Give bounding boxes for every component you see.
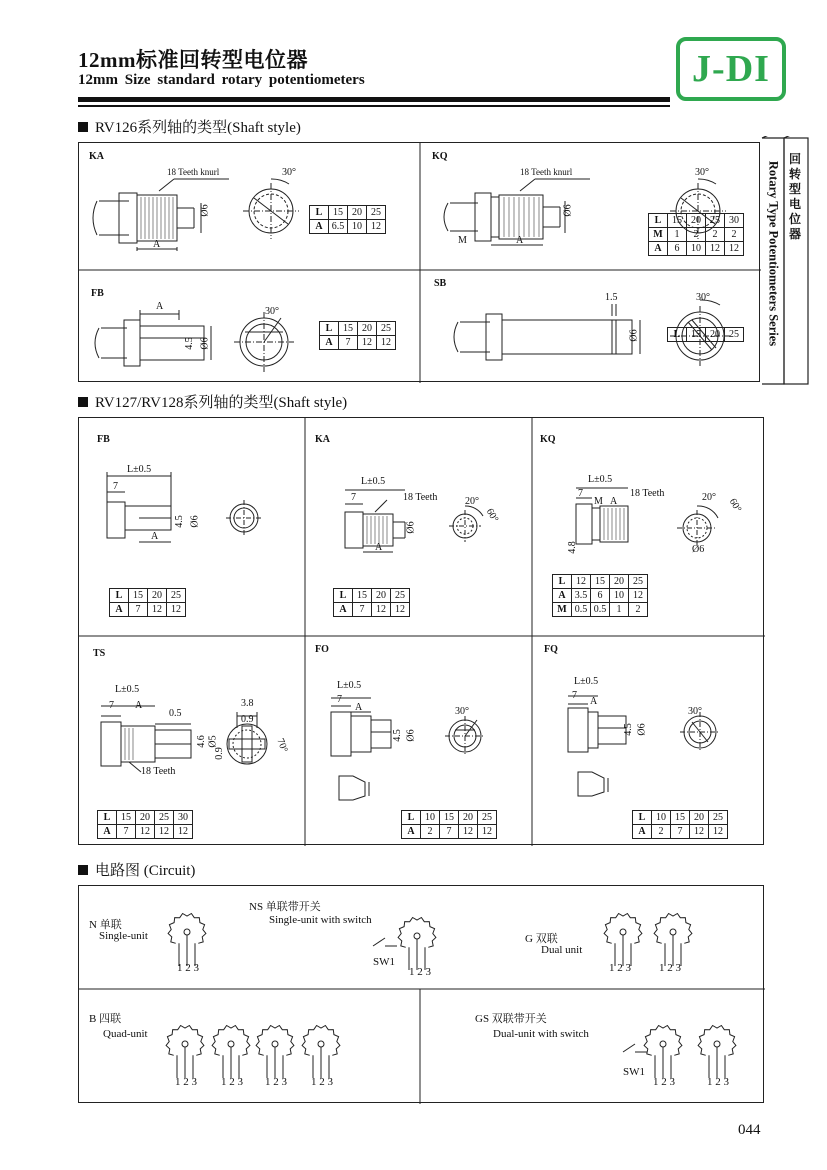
table-row (649, 214, 744, 228)
circuit-drawing (79, 886, 765, 1104)
table-row-header: A (320, 336, 339, 350)
angle1-label: 20° (702, 492, 716, 503)
circuit-g-cn: G 双联 (525, 933, 558, 945)
table-cell: 2 (725, 228, 744, 242)
circuit-ns-pins: 1 2 3 (409, 966, 431, 978)
table-row (310, 206, 386, 220)
dim-h-label: 4.5 (391, 729, 403, 742)
shaft-code: FQ (544, 644, 558, 655)
dim-l-label: L±0.5 (588, 474, 613, 485)
table-row (310, 220, 386, 234)
angle-label: 30° (282, 167, 296, 178)
table-row (98, 825, 193, 839)
side-cn-char: 型 (788, 182, 801, 196)
dim-l-label: L±0.5 (127, 464, 152, 475)
dim-diameter-label: Ø6 (405, 729, 417, 742)
circuit-g-pins-2: 1 2 3 (659, 962, 681, 974)
section-heading-text: RV126系列轴的类型(Shaft style) (95, 120, 301, 136)
table-row-header: L (310, 206, 329, 220)
shaft-code: SB (434, 278, 447, 289)
table-row (553, 575, 648, 589)
circuit-gs-pins-2: 1 2 3 (707, 1076, 729, 1088)
table-row (320, 322, 396, 336)
table-cell: 25 (377, 322, 396, 336)
teeth-label: 18 Teeth knurl (167, 167, 220, 177)
circuit-g-en: Dual unit (541, 944, 583, 956)
table-row (649, 228, 744, 242)
dim-7-label: 7 (109, 700, 114, 711)
rv127-ts-cell (79, 636, 305, 846)
dim-7-label: 7 (113, 481, 118, 492)
table-cell: 20 (687, 214, 706, 228)
rv126-kq-cell (420, 143, 761, 270)
shaft-code: KA (315, 434, 330, 445)
shaft-code: KA (89, 151, 104, 162)
table-cell: 2 (652, 825, 671, 839)
spec-table (552, 574, 648, 617)
spec-table (648, 213, 744, 256)
table-cell: 20 (372, 589, 391, 603)
circuit-ns-en: Single-unit with switch (269, 914, 372, 926)
dim-diameter-label: Ø6 (562, 204, 574, 217)
table-cell: 1 (668, 228, 687, 242)
table-cell: 12 (725, 242, 744, 256)
table-cell: 20 (358, 322, 377, 336)
shaft-code: KQ (432, 151, 448, 162)
table-cell: 2 (687, 228, 706, 242)
angle1-label: 20° (465, 496, 479, 507)
table-cell: 6 (591, 589, 610, 603)
dim-h-label: 4.5 (183, 337, 195, 350)
table-cell: 12 (367, 220, 386, 234)
table-row-header: L (668, 328, 687, 342)
table-row-header: L (633, 811, 652, 825)
page-number: 044 (738, 1122, 761, 1138)
teeth-label: 18 Teeth (630, 488, 665, 499)
dim-diameter-label: Ø6 (405, 521, 417, 534)
circuit-panel (78, 885, 764, 1103)
table-row-header: A (98, 825, 117, 839)
table-row (633, 811, 728, 825)
angle2-label: 60° (483, 506, 501, 525)
table-cell: 2 (706, 228, 725, 242)
table-row (334, 589, 410, 603)
shaft-code: TS (93, 648, 106, 659)
table-row (633, 825, 728, 839)
table-cell: 12 (148, 603, 167, 617)
table-cell: 25 (706, 214, 725, 228)
rv127-kq-cell (532, 418, 765, 636)
table-cell: 7 (353, 603, 372, 617)
table-cell: 15 (668, 214, 687, 228)
pot-ns (398, 918, 436, 971)
section-heading-text: RV127/RV128系列轴的类型(Shaft style) (95, 395, 348, 411)
shaft-code: KQ (540, 434, 556, 445)
table-row-header: L (320, 322, 339, 336)
page-title-cn: 12mm标准回转型电位器 (78, 48, 308, 72)
rv127-fb-cell (79, 418, 305, 636)
rv126-ka-cell (79, 143, 420, 270)
teeth-label: 18 Teeth knurl (520, 167, 573, 177)
angle-label: 30° (265, 306, 279, 317)
pot-gs-1 (644, 1026, 682, 1079)
table-cell: 12 (629, 589, 648, 603)
dim-a-label: A (151, 531, 159, 542)
circuit-gs-sw: SW1 (623, 1066, 645, 1078)
switch-gs (623, 1044, 647, 1052)
dim-a-label: A (135, 700, 143, 711)
table-cell: 25 (478, 811, 497, 825)
table-cell: 15 (339, 322, 358, 336)
circuit-ns-cn: NS 单联带开关 (249, 901, 321, 913)
dim-w3-label: 0.9 (213, 747, 225, 760)
slot-label: 1.5 (605, 292, 618, 303)
table-row-header: L (98, 811, 117, 825)
angle-label: 30° (455, 706, 469, 717)
circuit-n-cn: N 单联 (89, 919, 122, 931)
table-cell: 30 (725, 214, 744, 228)
table-cell: 0.5 (572, 603, 591, 617)
brand-logo: J-DI (676, 37, 786, 101)
table-row-header: A (402, 825, 421, 839)
pot-gs-2 (698, 1026, 736, 1079)
dim-a-label: A (355, 702, 363, 713)
table-row-header: A (649, 242, 668, 256)
table-cell: 12 (391, 603, 410, 617)
circuit-n-pins: 1 2 3 (177, 962, 199, 974)
table-row (98, 811, 193, 825)
section-heading-circuit (78, 859, 195, 880)
side-cn-char: 转 (788, 167, 801, 181)
spec-table (97, 810, 193, 839)
table-row (334, 603, 410, 617)
table-cell: 3.5 (572, 589, 591, 603)
dim-a-label: A (516, 235, 524, 246)
table-row (553, 589, 648, 603)
circuit-ns-sw: SW1 (373, 956, 395, 968)
circuit-b-pins-1: 1 2 3 (175, 1076, 197, 1088)
table-cell: 15 (329, 206, 348, 220)
dim-w-label: 3.8 (241, 698, 254, 709)
table-cell: 12 (167, 603, 186, 617)
rv126-panel (78, 142, 760, 382)
table-row (110, 589, 186, 603)
table-cell: 20 (348, 206, 367, 220)
pot-b-2 (212, 1026, 250, 1079)
square-bullet-icon (78, 397, 88, 407)
header-rule (78, 97, 670, 102)
table-cell: 15 (687, 328, 706, 342)
spec-table (109, 588, 186, 617)
dim-diameter-label: Ø6 (199, 204, 211, 217)
table-cell: 12 (706, 242, 725, 256)
square-bullet-icon (78, 122, 88, 132)
section-heading-rv126 (78, 116, 301, 137)
side-tab (760, 136, 812, 386)
dim-l-label: L±0.5 (337, 680, 362, 691)
table-row (110, 603, 186, 617)
dim-a-label: A (156, 301, 164, 312)
teeth-label: 18 Teeth (403, 492, 438, 503)
table-row (402, 811, 497, 825)
table-cell: 12 (174, 825, 193, 839)
table-row-header: A (633, 825, 652, 839)
table-row (402, 825, 497, 839)
dim-diameter-label: Ø6 (628, 329, 640, 342)
table-cell: 6.5 (329, 220, 348, 234)
side-cn-char: 电 (788, 197, 801, 211)
table-cell: 15 (591, 575, 610, 589)
table-cell: 6 (668, 242, 687, 256)
table-row (553, 603, 648, 617)
circuit-gs-en: Dual-unit with switch (493, 1028, 589, 1040)
dim-l-label: L±0.5 (361, 476, 386, 487)
dim-h-label: 4.8 (566, 541, 578, 554)
rv126-sb-cell (420, 270, 761, 383)
dim-l-label: L±0.5 (115, 684, 140, 695)
table-cell: 15 (440, 811, 459, 825)
angle-label: 30° (695, 167, 709, 178)
table-cell: 12 (690, 825, 709, 839)
circuit-b-pins-2: 1 2 3 (221, 1076, 243, 1088)
table-row-header: L (110, 589, 129, 603)
table-cell: 15 (117, 811, 136, 825)
table-cell: 30 (174, 811, 193, 825)
spec-table (667, 327, 744, 342)
table-cell: 7 (339, 336, 358, 350)
circuit-gs-cn: GS 双联带开关 (475, 1013, 547, 1025)
dim-diameter-label: Ø6 (189, 515, 201, 528)
rv127-ka-cell (305, 418, 532, 636)
dim-m-label: M (594, 496, 603, 507)
table-cell: 10 (687, 242, 706, 256)
table-cell: 2 (629, 603, 648, 617)
table-cell: 12 (572, 575, 591, 589)
dim-a-label: A (375, 542, 383, 553)
rv126-fb-cell (79, 270, 420, 383)
dim-7-label: 7 (337, 694, 342, 705)
teeth-label: 18 Teeth (141, 766, 176, 777)
spec-table (333, 588, 410, 617)
pot-g-2 (654, 914, 692, 967)
table-row-header: L (649, 214, 668, 228)
table-cell: 10 (652, 811, 671, 825)
circuit-gs-pins-1: 1 2 3 (653, 1076, 675, 1088)
table-cell: 12 (372, 603, 391, 617)
table-cell: 1 (610, 603, 629, 617)
table-cell: 20 (148, 589, 167, 603)
angle-label: 30° (696, 292, 710, 303)
shaft-code: FO (315, 644, 329, 655)
table-cell: 20 (610, 575, 629, 589)
header-rule-thin (78, 105, 670, 107)
shaft-code: FB (91, 288, 104, 299)
shaft-code: FB (97, 434, 110, 445)
section-heading-rv127 (78, 391, 347, 412)
circuit-n-en: Single-unit (99, 930, 148, 942)
table-cell: 7 (671, 825, 690, 839)
circuit-b-cn: B 四联 (89, 1013, 122, 1025)
angle-label: 30° (688, 706, 702, 717)
table-cell: 7 (129, 603, 148, 617)
table-cell: 25 (629, 575, 648, 589)
table-cell: 12 (358, 336, 377, 350)
table-row-header: A (110, 603, 129, 617)
table-cell: 25 (155, 811, 174, 825)
pot-b-1 (166, 1026, 204, 1079)
dim-a-label: A (153, 239, 161, 250)
table-row-header: A (334, 603, 353, 617)
table-row-header: M (649, 228, 668, 242)
section-heading-text: 电路图 (Circuit) (95, 863, 196, 879)
table-cell: 12 (377, 336, 396, 350)
dim-7-label: 7 (578, 488, 583, 499)
dim-7-label: 7 (351, 492, 356, 503)
dim-diameter-label: Ø6 (692, 544, 705, 555)
circuit-b-en: Quad-unit (103, 1028, 148, 1040)
table-cell: 7 (440, 825, 459, 839)
table-cell: 10 (610, 589, 629, 603)
pot-b-4 (302, 1026, 340, 1079)
table-cell: 20 (459, 811, 478, 825)
dim-7-label: 7 (572, 690, 577, 701)
pot-b-3 (256, 1026, 294, 1079)
dim-d-label: Ø5 (207, 735, 219, 748)
table-cell: 25 (167, 589, 186, 603)
spec-table (319, 321, 396, 350)
table-cell: 12 (709, 825, 728, 839)
rv127-panel (78, 417, 764, 845)
table-cell: 25 (391, 589, 410, 603)
side-cn-char: 位 (788, 212, 801, 226)
dim-h-label: 4.5 (173, 515, 185, 528)
dim-a-label: A (590, 696, 598, 707)
rv127-fo-cell (305, 636, 532, 846)
rv127-fq-cell (532, 636, 765, 846)
dim-a-label: A (610, 496, 618, 507)
circuit-b-pins-4: 1 2 3 (311, 1076, 333, 1088)
table-cell: 12 (459, 825, 478, 839)
table-row-header: A (310, 220, 329, 234)
table-row (649, 242, 744, 256)
angle-label: 70° (274, 737, 290, 754)
side-cn-char: 器 (788, 227, 801, 241)
table-row-header: L (553, 575, 572, 589)
spec-table (632, 810, 728, 839)
dim-h-label: 4.6 (195, 735, 207, 748)
table-row (668, 328, 744, 342)
table-row (320, 336, 396, 350)
table-cell: 7 (117, 825, 136, 839)
spec-table (309, 205, 386, 234)
circuit-g-pins-1: 1 2 3 (609, 962, 631, 974)
table-cell: 20 (136, 811, 155, 825)
table-cell: 2 (421, 825, 440, 839)
table-cell: 20 (690, 811, 709, 825)
table-cell: 12 (136, 825, 155, 839)
square-bullet-icon (78, 865, 88, 875)
dim-m-label: M (458, 235, 467, 246)
table-cell: 20 (706, 328, 725, 342)
table-cell: 25 (725, 328, 744, 342)
switch-ns (373, 938, 397, 946)
page-title-en: 12mm Size standard rotary potentiometers (78, 72, 365, 88)
dim-w2-label: 0.9 (241, 714, 254, 725)
dim-half-label: 0.5 (169, 708, 182, 719)
spec-table (401, 810, 497, 839)
table-cell: 12 (155, 825, 174, 839)
table-cell: 0.5 (591, 603, 610, 617)
table-cell: 10 (348, 220, 367, 234)
dim-h-label: 4.5 (622, 723, 634, 736)
dim-l-label: L±0.5 (574, 676, 599, 687)
table-row-header: A (553, 589, 572, 603)
table-row-header: L (334, 589, 353, 603)
table-row-header: L (402, 811, 421, 825)
table-cell: 15 (353, 589, 372, 603)
table-cell: 10 (421, 811, 440, 825)
table-row-header: M (553, 603, 572, 617)
dim-diameter-label: Ø6 (636, 723, 648, 736)
table-cell: 15 (671, 811, 690, 825)
side-tab-en: Rotary Type Potentiometers Series (766, 160, 781, 347)
table-cell: 25 (709, 811, 728, 825)
angle2-label: 60° (726, 496, 744, 515)
dim-diameter-label: Ø6 (199, 337, 211, 350)
pot-g-1 (604, 914, 642, 967)
side-tab-cn (788, 152, 802, 242)
side-cn-char: 回 (788, 152, 801, 166)
table-cell: 12 (478, 825, 497, 839)
table-cell: 25 (367, 206, 386, 220)
table-cell: 15 (129, 589, 148, 603)
pot-n (168, 914, 206, 967)
circuit-b-pins-3: 1 2 3 (265, 1076, 287, 1088)
